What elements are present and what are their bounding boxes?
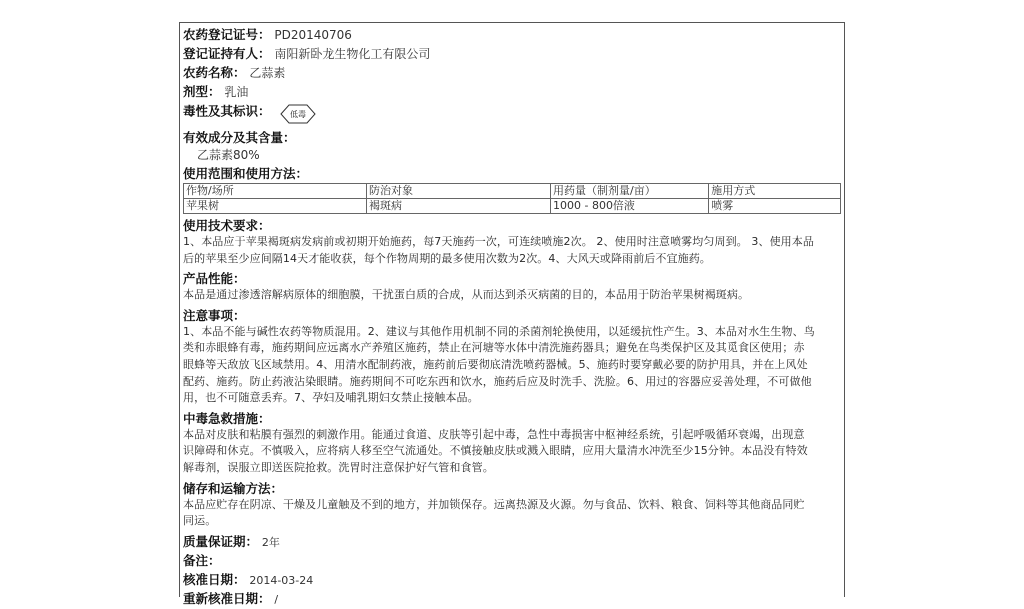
first-aid-text	[183, 427, 842, 477]
registration-holder-value: 南阳新卧龙生物化工有限公司	[274, 47, 431, 61]
technique-heading: 使用技术要求：	[183, 218, 271, 233]
field-label: 农药登记证号：	[183, 27, 271, 42]
table-cell: 1000 - 800倍液	[550, 199, 708, 214]
table-cell: 喷雾	[709, 199, 841, 214]
pesticide-label-document	[179, 22, 845, 606]
registration-number-value: PD20140706	[274, 28, 352, 42]
usage-table	[183, 183, 841, 214]
formulation-value: 乳油	[224, 85, 249, 99]
field-label: 农药名称：	[183, 65, 246, 80]
table-header-cell: 用药量（制剂量/亩）	[550, 184, 708, 199]
active-ingredient-value: 乙蒜素80%	[197, 148, 260, 162]
formulation-field	[183, 83, 842, 102]
field-label: 核准日期：	[183, 571, 246, 587]
toxicity-field	[183, 102, 842, 126]
approval-date-value: 2014-03-24	[249, 573, 314, 587]
text-line: 后的苹果至少应间隔14天才能收获，每个作物周期的最多使用次数为2次。4、大风天或降雨前后不宜施药。	[183, 251, 711, 265]
field-label: 毒性及其标识：	[183, 103, 271, 119]
reapproval-date-value: /	[274, 592, 279, 606]
first-aid-heading: 中毒急救措施：	[183, 410, 271, 426]
text-line: 1、本品不能与碱性农药等物质混用。2、建议与其他作用机制不同的杀菌剂轮换使用，以延缓抗性产生。3、本品对水生生物、鸟	[183, 324, 815, 338]
active-ingredient-heading: 有效成分及其含量：	[183, 130, 296, 145]
technique-text	[183, 234, 842, 267]
table-header-cell: 施用方式	[709, 184, 841, 199]
storage-heading: 储存和运输方法：	[183, 480, 284, 496]
text-line: 同运。	[183, 514, 217, 528]
field-label: 质量保证期：	[183, 533, 259, 549]
text-line: 眼蜂等天敌放飞区域禁用。4、用清水配制药液，施药前后要彻底清洗喷药器械。5、施药时要穿戴必要的防护用具，并在上风处	[183, 357, 808, 371]
field-label: 备注：	[183, 552, 221, 568]
table-header-cell: 防治对象	[367, 184, 551, 199]
text-line: 解毒剂，误服立即送医院抢救。洗胃时注意保护好气管和食管。	[183, 460, 494, 474]
storage-text	[183, 497, 842, 530]
table-cell: 褐斑病	[367, 199, 551, 214]
performance-heading: 产品性能：	[183, 271, 246, 287]
warranty-value: 2年	[261, 535, 280, 549]
registration-holder-field	[183, 45, 842, 64]
table-header-row	[184, 184, 841, 199]
text-line: 用，也不可随意丢弃。7、孕妇及哺乳期妇女禁止接触本品。	[183, 391, 479, 405]
text-line: 识障碍和休克。不慎吸入，应将病人移至空气流通处。不慎接触皮肤或溅入眼睛，应用大量清水冲洗至少15分钟。本品没有特效	[183, 444, 808, 458]
field-label: 登记证持有人：	[183, 46, 271, 61]
pesticide-name-field	[183, 64, 842, 83]
table-header-cell: 作物/场所	[184, 184, 367, 199]
low-toxicity-diamond-icon	[280, 104, 316, 124]
approval-date-field	[183, 571, 842, 590]
text-line: 本品对皮肤和粘膜有强烈的刺激作用。能通过食道、皮肤等引起中毒，急性中毒损害中枢神经系统，引起呼吸循环衰竭，出现意	[183, 427, 805, 441]
usage-heading: 使用范围和使用方法：	[183, 166, 309, 181]
pesticide-name-value: 乙蒜素	[249, 66, 286, 80]
performance-text	[183, 287, 842, 304]
field-label: 重新核准日期：	[183, 590, 271, 606]
toxicity-icon-text: 低毒	[290, 110, 307, 119]
precautions-text	[183, 324, 842, 407]
remarks-field	[183, 552, 842, 571]
table-row	[184, 199, 841, 214]
registration-number-field	[183, 26, 842, 45]
warranty-field	[183, 533, 842, 552]
text-line: 本品是通过渗透溶解病原体的细胞膜，干扰蛋白质的合成，从而达到杀灭病菌的目的，本品用于防治苹果树褐斑病。	[183, 288, 750, 302]
text-line: 1、本品应于苹果褐斑病发病前或初期开始施药，每7天施药一次，可连续喷施2次。 2、使用时注意喷雾均匀周到。 3、使用本品	[183, 235, 814, 248]
table-cell: 苹果树	[184, 199, 367, 214]
field-label: 剂型：	[183, 84, 221, 99]
reapproval-date-field	[183, 590, 842, 609]
text-line: 本品应贮存在阴凉、干燥及儿童触及不到的地方，并加锁保存。远离热源及火源。勿与食品、饮料、粮食、饲料等其他商品同贮	[183, 497, 805, 511]
text-line: 配药、施药。防止药液沾染眼睛。施药期间不可吃东西和饮水，施药后应及时洗手、洗脸。6、用过的容器应妥善处理，不可做他	[183, 374, 812, 388]
text-line: 类和赤眼蜂有毒，施药期间应远离水产养殖区施药，禁止在河塘等水体中清洗施药器具；避免在鸟类保护区及其觅食区使用；赤	[183, 341, 805, 355]
precautions-heading: 注意事项：	[183, 307, 246, 323]
